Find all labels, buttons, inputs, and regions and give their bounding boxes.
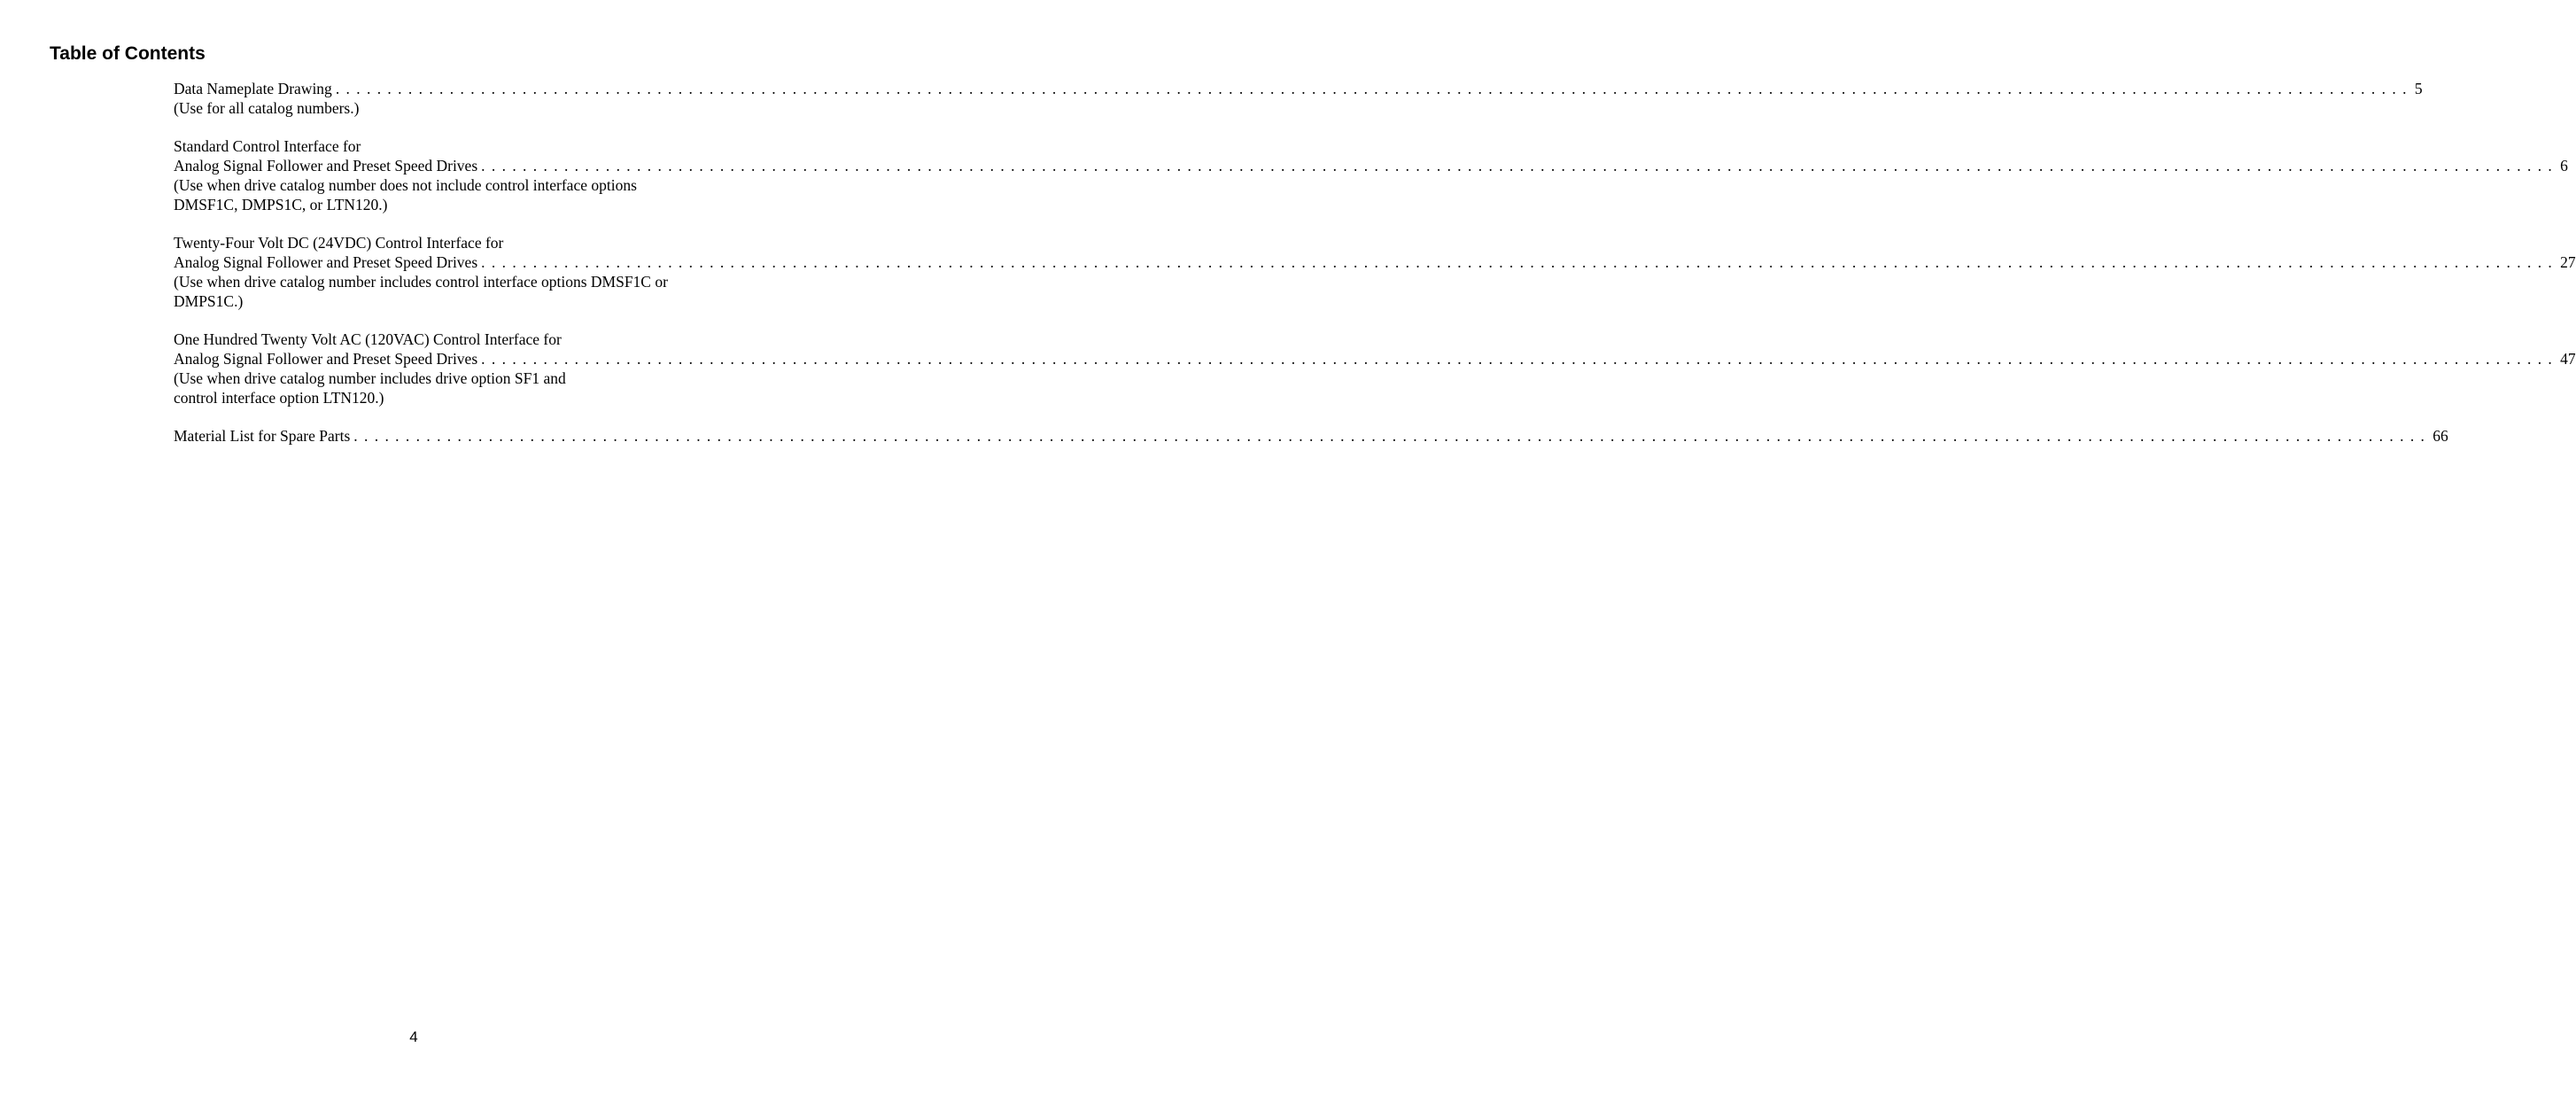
toc-entry-line[interactable] bbox=[174, 350, 2576, 369]
toc-entry-standard-control bbox=[174, 137, 2568, 214]
toc-entry-note: DMSF1C, DMPS1C, or LTN120.) bbox=[174, 195, 388, 213]
toc-entry-title: Material List for Spare Parts bbox=[174, 427, 351, 446]
toc-entry-note: DMPS1C.) bbox=[174, 291, 244, 310]
toc-entry-line[interactable] bbox=[174, 253, 2576, 273]
toc-entry-note: (Use when drive catalog number includes control interface options DMSF1C or bbox=[174, 272, 668, 291]
dot-leader: ........................................................................................................................................................................................................ bbox=[481, 350, 2559, 369]
toc-entry-lead: Standard Control Interface for bbox=[174, 137, 361, 156]
toc-entry-note: (Use for all catalog numbers.) bbox=[174, 98, 360, 117]
page-heading: Table of Contents bbox=[50, 43, 206, 64]
dot-leader: ........................................................................................................................................................................................................ bbox=[481, 157, 2559, 175]
table-of-contents bbox=[174, 80, 2576, 466]
toc-entry-line[interactable] bbox=[174, 427, 2448, 446]
toc-entry-line[interactable] bbox=[174, 157, 2568, 176]
toc-entry-lead: One Hundred Twenty Volt AC (120VAC) Control Interface for bbox=[174, 330, 562, 349]
toc-page-number: 27 bbox=[2560, 253, 2576, 272]
toc-page-number: 5 bbox=[2414, 80, 2423, 97]
toc-entry-title: Data Nameplate Drawing bbox=[174, 80, 332, 97]
toc-page-number: 6 bbox=[2560, 157, 2568, 175]
toc-entry-24vdc-control bbox=[174, 234, 2576, 311]
toc-entry-note: (Use when drive catalog number does not include control interface options bbox=[174, 175, 637, 194]
toc-entry-title: Analog Signal Follower and Preset Speed Drives bbox=[174, 350, 478, 369]
toc-entry-material-list bbox=[174, 427, 2448, 446]
toc-entry-title: Analog Signal Follower and Preset Speed Drives bbox=[174, 253, 478, 272]
page-number: 4 bbox=[409, 1028, 418, 1045]
toc-page-number: 66 bbox=[2432, 427, 2448, 446]
toc-entry-note: control interface option LTN120.) bbox=[174, 388, 384, 407]
toc-entry-120vac-control bbox=[174, 330, 2576, 407]
toc-entry-note: (Use when drive catalog number includes drive option SF1 and bbox=[174, 369, 566, 387]
dot-leader: ........................................................................................................................................................................................................ bbox=[481, 253, 2559, 272]
toc-entry-title: Analog Signal Follower and Preset Speed Drives bbox=[174, 157, 478, 175]
toc-entry-lead: Twenty-Four Volt DC (24VDC) Control Interface for bbox=[174, 234, 504, 252]
toc-entry-line[interactable] bbox=[174, 80, 2423, 99]
dot-leader: ........................................................................................................................................................................................................ bbox=[335, 80, 2413, 97]
dot-leader: ........................................................................................................................................................................................................ bbox=[353, 427, 2432, 446]
toc-entry-data-nameplate bbox=[174, 80, 2423, 119]
toc-page-number: 47 bbox=[2560, 350, 2576, 369]
